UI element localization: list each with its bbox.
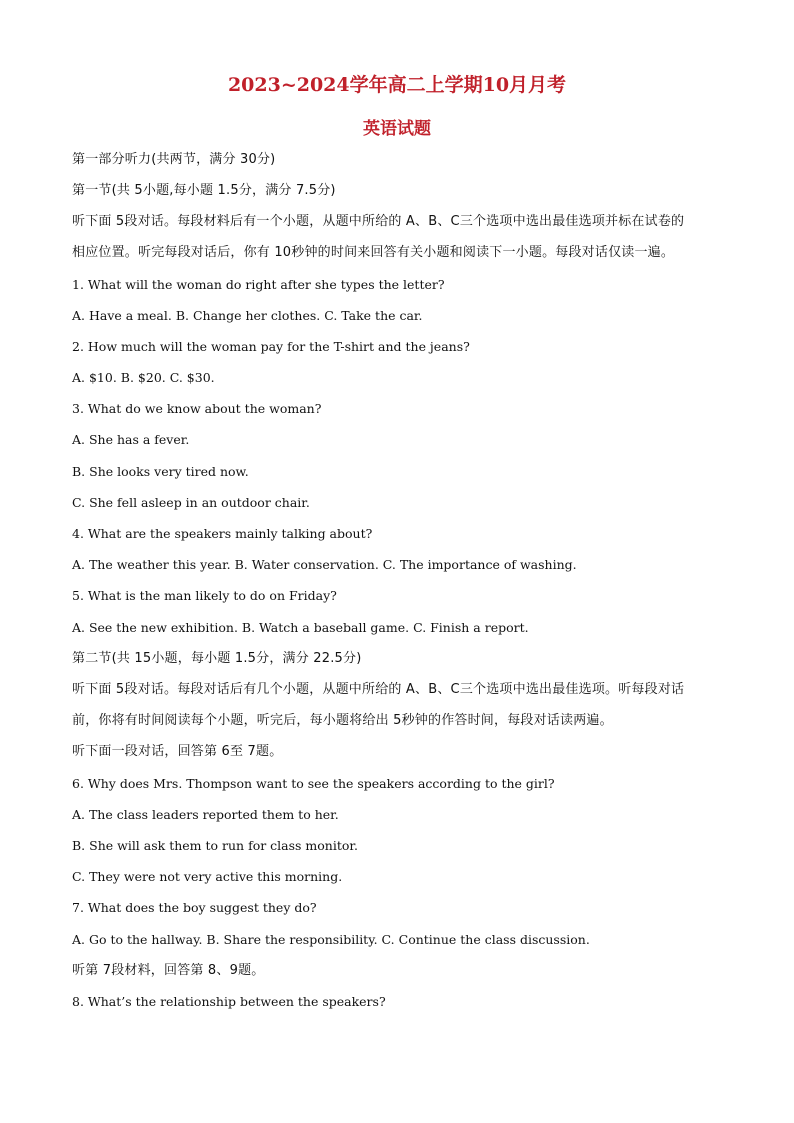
answer-options: A. Go to the hallway. B. Share the responsibility. C. Continue the class discussion. [72, 932, 590, 947]
exam-title: 2023~2024学年高二上学期10月月考 [227, 74, 567, 96]
question-text: 5. What is the man likely to do on Friday? [72, 588, 337, 603]
answer-options: A. $10. B. $20. C. $30. [72, 370, 215, 385]
answer-option: B. She looks very tired now. [72, 464, 249, 479]
instruction-text: 听下面一段对话，回答第 6至 7题。 [72, 744, 283, 759]
question-text: 1. What will the woman do right after she types the letter? [72, 277, 445, 292]
answer-options: A. Have a meal. B. Change her clothes. C. Take the car. [72, 308, 423, 323]
section-heading: 第一节(共 5小题,每小题 1.5分，满分 7.5分) [72, 183, 336, 198]
instruction-text: 前，你将有时间阅读每个小题，听完后，每小题将给出 5秒钟的作答时间，每段对话读两遍。 [72, 713, 613, 728]
exam-subtitle: 英语试题 [363, 119, 431, 139]
answer-option: A. The class leaders reported them to her. [72, 807, 339, 822]
answer-option: B. She will ask them to run for class monitor. [72, 838, 358, 853]
answer-option: C. She fell asleep in an outdoor chair. [72, 495, 310, 510]
question-text: 6. Why does Mrs. Thompson want to see the speakers according to the girl? [72, 776, 555, 791]
instruction-text: 听下面 5段对话。每段材料后有一个小题，从题中所给的 A、B、C三个选项中选出最佳选项并标在试卷的 [72, 214, 685, 229]
instruction-text: 听下面 5段对话。每段对话后有几个小题，从题中所给的 A、B、C三个选项中选出最佳选项。听每段对话 [72, 682, 685, 697]
answer-options: A. The weather this year. B. Water conservation. C. The importance of washing. [72, 557, 577, 572]
question-text: 3. What do we know about the woman? [72, 401, 322, 416]
answer-option: A. She has a fever. [72, 432, 190, 447]
question-text: 8. What’s the relationship between the speakers? [72, 994, 386, 1009]
answer-option: C. They were not very active this morning. [72, 869, 343, 884]
instruction-text: 听第 7段材料，回答第 8、9题。 [72, 963, 265, 978]
question-text: 7. What does the boy suggest they do? [72, 900, 317, 915]
answer-options: A. See the new exhibition. B. Watch a baseball game. C. Finish a report. [72, 620, 529, 635]
section-heading: 第一部分听力(共两节，满分 30分) [72, 152, 276, 167]
section-heading: 第二节(共 15小题，每小题 1.5分，满分 22.5分) [72, 651, 362, 666]
instruction-text: 相应位置。听完每段对话后，你有 10秒钟的时间来回答有关小题和阅读下一小题。每段对话仅读一遍。 [72, 245, 675, 260]
question-text: 4. What are the speakers mainly talking about? [72, 526, 373, 541]
question-text: 2. How much will the woman pay for the T-shirt and the jeans? [72, 339, 470, 354]
